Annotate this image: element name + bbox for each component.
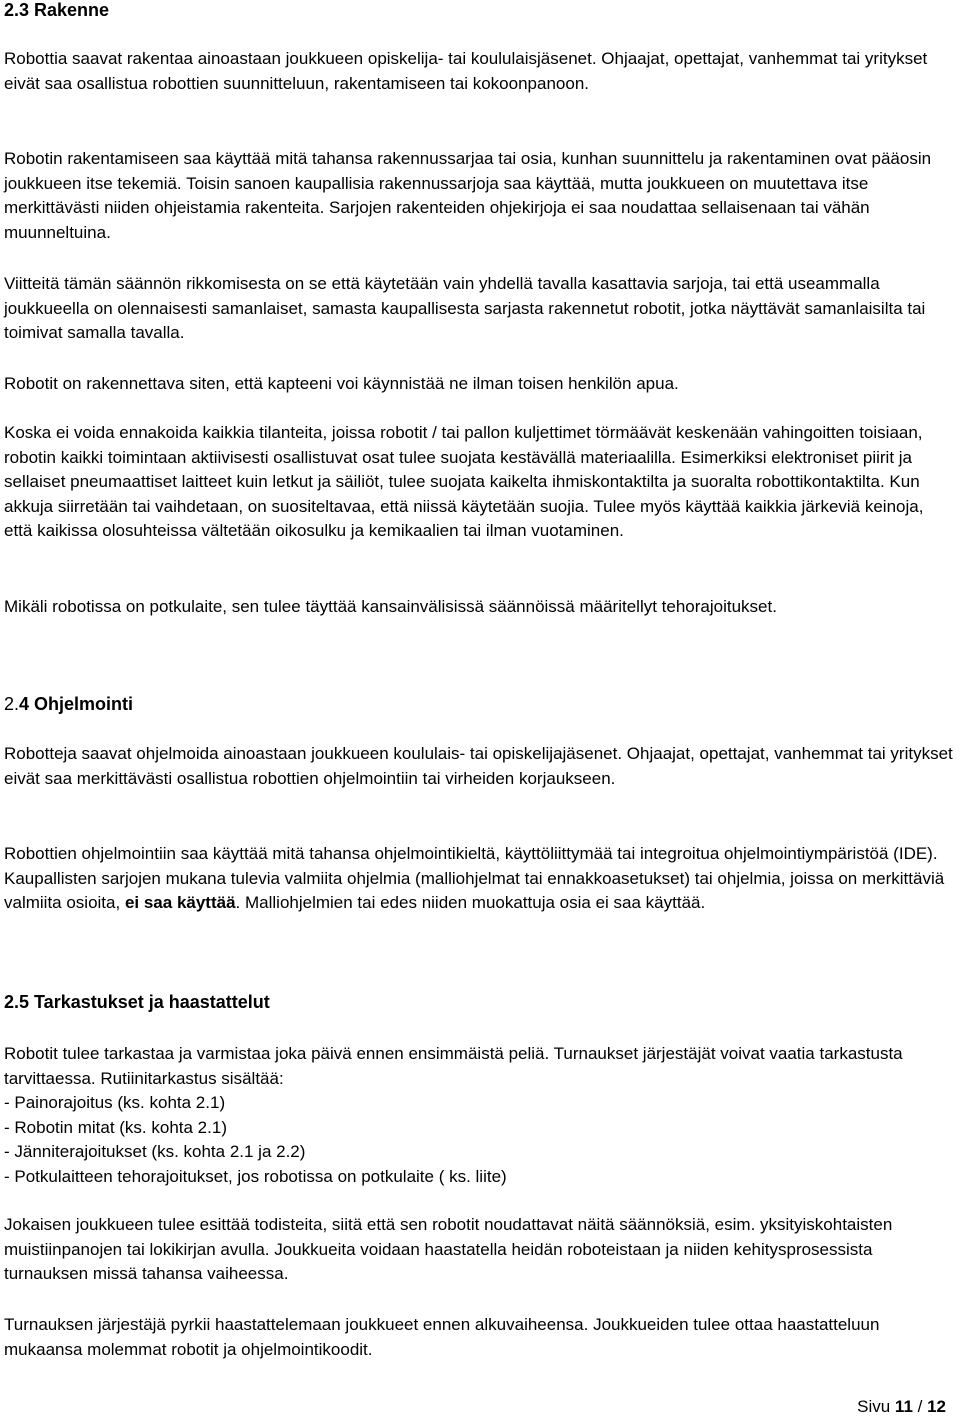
section-heading-2-3: 2.3 Rakenne xyxy=(4,0,110,20)
paragraph-programming-languages-tail: . Malliohjelmien tai edes niiden muokattuja osia ei saa käyttää. xyxy=(235,893,706,912)
paragraph-protection: Koska ei voida ennakoida kaikkia tilanteita, joissa robotit / tai pallon kuljettimet törmäävät keskenään vahingoitten toisiaan, robotin kaikki toimintaan aktiivisesti osallistuvat osat tulee suojata kestävällä materiaalilla. Esimerkiksi elektroniset piirit ja sellaiset pneumaattiset laitteet kuin letkut ja säiliöt, tulee suojata kaikelta ihmiskontaktilta ja suoralta robottikontaktilta. Kun akkuja siirretään tai vaihdetaan, on suositeltavaa, että niissä käytetään suojia. Tulee myös käyttää kaikkia järkeviä keinoja, että kaikissa olosuhteissa vältetään oikosulku ja kemikaalien tai ilman vuotaminen. xyxy=(4,423,924,540)
list-item: - Potkulaitteen tehorajoitukset, jos robotissa on potkulaite ( ks. liite) xyxy=(4,1166,507,1186)
paragraph-captain-start: Robotit on rakennettava siten, että kapteeni voi käynnistää ne ilman toisen henkilön apua. xyxy=(4,374,679,393)
inspection-intro: Robotit tulee tarkastaa ja varmistaa joka päivä ennen ensimmäistä peliä. Turnaukset järjestäjät voivat vaatia tarkastusta tarvittaessa. Rutiinitarkastus sisältää: xyxy=(4,1044,903,1088)
paragraph-evidence-interviews: Jokaisen joukkueen tulee esittää todisteita, siitä että sen robotit noudattavat näitä säännöksiä, esim. yksityiskohtaisten muistiinpanojen tai lokikirjan avulla. Joukkueita voidaan haastatella heidän roboteistaan ja niiden kehitysprosessista turnauksen missä tahansa vaiheessa. xyxy=(4,1215,893,1283)
paragraph-programming-members: Robotteja saavat ohjelmoida ainoastaan joukkueen koululais- tai opiskelijajäsenet. Ohjaajat, opettajat, vanhemmat tai yritykset eivät saa merkittävästi osallistua robottien ohjelmointiin tai virheiden korjaukseen. xyxy=(4,744,953,788)
section-heading-2-4-number: 2. xyxy=(4,694,20,714)
list-item: - Robotin mitat (ks. kohta 2.1) xyxy=(4,1117,227,1137)
paragraph-programming-languages-emphasis: ei saa käyttää xyxy=(124,893,236,912)
paragraph-interview-schedule: Turnauksen järjestäjä pyrkii haastattelemaan joukkueet ennen alkuvaiheensa. Joukkueiden tulee ottaa haastatteluun mukaansa molemmat robotit ja ohjelmointikoodit. xyxy=(4,1315,880,1359)
current-page-number: 11 xyxy=(894,1397,913,1416)
paragraph-inspections xyxy=(4,1042,956,1189)
paragraph-kicker-limits: Mikäli robotissa on potkulaite, sen tulee täyttää kansainvälisissä säännöissä määritellyt tehorajoitukset. xyxy=(4,597,777,616)
section-heading-2-5: 2.5 Tarkastukset ja haastattelut xyxy=(4,992,270,1012)
section-heading-2-4-title: 4 Ohjelmointi xyxy=(19,694,134,714)
page-number-footer xyxy=(857,1397,946,1417)
paragraph-rule-violation-signs: Viitteitä tämän säännön rikkomisesta on se että käytetään vain yhdellä tavalla kasattavia sarjoja, tai että useammalla joukkueella on olennaisesti samanlaiset, samasta kaupallisesta sarjasta rakennetut robotit, jotka näyttävät samanlaisilta tai toimivat samalla tavalla. xyxy=(4,274,926,342)
paragraph-construction-kits: Robotin rakentamiseen saa käyttää mitä tahansa rakennussarjaa tai osia, kunhan suunnittelu ja rakentaminen ovat pääosin joukkueen itse tekemiä. Toisin sanoen kaupallisia rakennussarjoja saa käyttää, mutta joukkueen on muutettava itse merkittävästi niiden ohjeistamia rakenteita. Sarjojen rakenteiden ohjekirjoja ei saa noudattaa sellaisenaan tai vähän muunneltuina. xyxy=(4,149,932,242)
list-item: - Jänniterajoitukset (ks. kohta 2.1 ja 2.2) xyxy=(4,1142,306,1161)
section-heading-2-4 xyxy=(4,694,133,714)
total-page-number: 12 xyxy=(927,1397,946,1416)
page-label: Sivu xyxy=(857,1397,895,1416)
paragraph-programming-languages-text: Robottien ohjelmointiin saa käyttää mitä tahansa ohjelmointikieltä, käyttöliittymää tai integroitua ohjelmointiympäristöä (IDE). Kaupallisten sarjojen mukana tulevia valmiita ohjelmia (malliohjelmat tai ennakkoasetukset) tai ohjelmia, joissa on merkittäviä valmiita osioita, xyxy=(4,844,945,912)
list-item: - Painorajoitus (ks. kohta 2.1) xyxy=(4,1093,226,1112)
page-separator: / xyxy=(912,1397,928,1416)
paragraph-programming-languages xyxy=(4,842,956,916)
paragraph-construction-members: Robottia saavat rakentaa ainoastaan joukkueen opiskelija- tai koululaisjäsenet. Ohjaajat, opettajat, vanhemmat tai yritykset eivät saa osallistua robottien suunnitteluun, rakentamiseen tai kokoonpanoon. xyxy=(4,49,928,93)
